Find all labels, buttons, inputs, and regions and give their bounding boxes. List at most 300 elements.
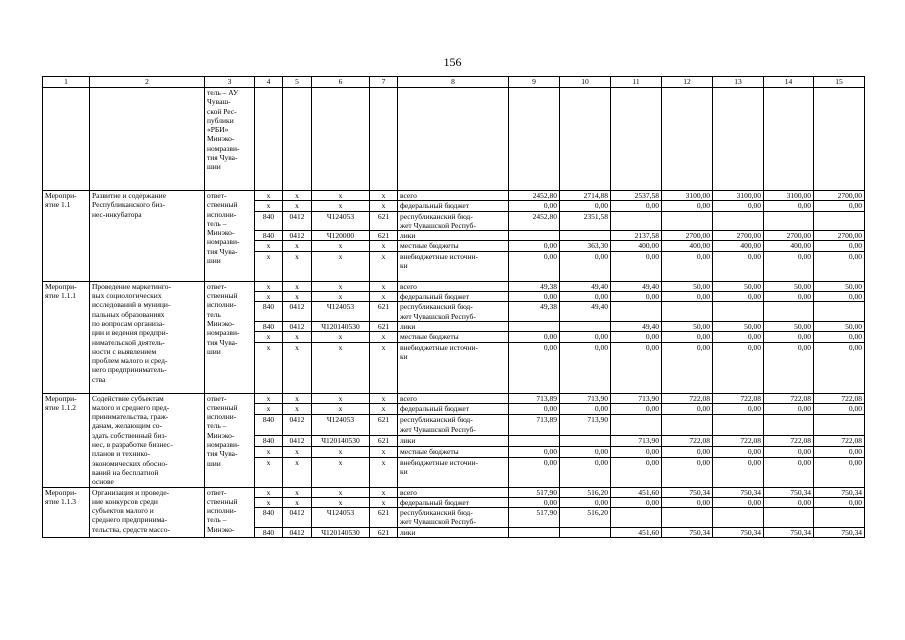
amount-cell: 0,00 [814,241,865,251]
code-cell: x [283,404,312,415]
code-cell: 0412 [283,302,312,322]
funding-source: лики [398,527,509,537]
activity-name: Развитие и содержание Республиканского биз- нес-инкубатора [90,191,205,282]
column-number-cell: 10 [560,77,611,88]
code-cell: 621 [370,435,398,446]
code-cell: x [312,281,370,291]
amount-cell: 0,00 [611,332,662,342]
code-cell: x [370,393,398,404]
amount-cell: 0,00 [764,292,814,302]
code-cell: x [255,251,283,281]
amount-cell: 2537,58 [611,191,662,201]
amount-cell: 3100,00 [764,191,814,201]
amount-cell: 516,20 [560,487,611,497]
amount-cell: 517,90 [509,487,560,497]
amount-cell: 750,34 [814,527,865,537]
carry-over-executor: тель – АУ Чуваш- ской Рес- публики «РБИ» Минэко- номразви- тия Чува- шии [205,88,255,191]
column-number-cell: 14 [764,77,814,88]
amount-cell [509,231,560,241]
code-cell: Ч120140530 [312,321,370,331]
code-cell: Ч120140530 [312,435,370,446]
code-cell: x [283,292,312,302]
funding-row [43,191,865,201]
amount-cell: 0,00 [560,446,611,457]
amount-cell: 49,38 [509,302,560,322]
carry-over-empty-cell [611,88,662,191]
code-cell: x [370,497,398,507]
amount-cell: 0,00 [713,457,764,487]
amount-cell: 0,00 [611,201,662,211]
amount-cell: 722,08 [764,435,814,446]
funding-source: местные бюджеты [398,446,509,457]
code-cell: x [370,201,398,211]
code-cell: x [255,332,283,342]
column-number-cell: 3 [205,77,255,88]
amount-cell: 0,00 [611,292,662,302]
column-number-cell: 6 [312,77,370,88]
code-cell: 840 [255,321,283,331]
amount-cell: 451,60 [611,487,662,497]
amount-cell: 0,00 [814,292,865,302]
amount-cell [662,302,713,322]
amount-cell: 0,00 [662,446,713,457]
carry-over-empty-cell [398,88,509,191]
code-cell: x [283,457,312,487]
amount-cell: 750,34 [814,487,865,497]
code-cell: x [283,281,312,291]
amount-cell: 0,00 [814,342,865,393]
amount-cell: 0,00 [764,251,814,281]
carry-over-empty-cell [509,88,560,191]
code-cell: 0412 [283,231,312,241]
amount-cell: 50,00 [713,321,764,331]
code-cell: 0412 [283,435,312,446]
activity-executor: ответ- ственный исполни- тель – Минэко- [205,487,255,537]
amount-cell [560,231,611,241]
amount-cell: 0,00 [662,251,713,281]
amount-cell: 49,40 [611,321,662,331]
code-cell: x [255,393,283,404]
code-cell: 840 [255,527,283,537]
amount-cell: 0,00 [713,292,764,302]
amount-cell: 0,00 [764,201,814,211]
carry-over-empty-cell [283,88,312,191]
amount-cell: 0,00 [662,332,713,342]
amount-cell: 0,00 [509,241,560,251]
amount-cell [814,415,865,436]
activity-executor: ответ- ственный исполни- тель – Минэко- номразви- тия Чува- шии [205,191,255,282]
amount-cell: 722,08 [764,393,814,404]
funding-source: всего [398,393,509,404]
funding-row [43,393,865,404]
activity-executor: ответ- ственный исполни- тель – Минэко- номразви- тия Чува- шии [205,393,255,487]
amount-cell: 0,00 [764,404,814,415]
amount-cell [611,302,662,322]
amount-cell: 50,00 [662,281,713,291]
code-cell: 621 [370,302,398,322]
amount-cell [764,415,814,436]
code-cell: x [283,191,312,201]
amount-cell: 750,34 [764,487,814,497]
code-cell: x [312,393,370,404]
amount-cell: 0,00 [764,457,814,487]
amount-cell: 722,08 [814,435,865,446]
amount-cell [560,527,611,537]
funding-source: лики [398,321,509,331]
amount-cell: 2137,58 [611,231,662,241]
carry-over-row [43,88,865,191]
amount-cell: 50,00 [713,281,764,291]
carry-over-empty-cell [662,88,713,191]
activity-label: Меропри- ятие 1.1.1 [43,281,90,393]
code-cell: x [283,487,312,497]
funding-source: федеральный бюджет [398,201,509,211]
amount-cell [764,211,814,231]
activity-label: Меропри- ятие 1.1.2 [43,393,90,487]
code-cell: x [312,201,370,211]
code-cell: x [312,487,370,497]
code-cell: x [370,446,398,457]
amount-cell [509,435,560,446]
code-cell: x [312,292,370,302]
amount-cell: 0,00 [560,201,611,211]
funding-source: лики [398,231,509,241]
funding-row [43,281,865,291]
funding-source: внебюджетные источни- ки [398,251,509,281]
carry-over-empty-cell [255,88,283,191]
carry-over-empty-cell [90,88,205,191]
column-number-cell: 8 [398,77,509,88]
amount-cell: 400,00 [662,241,713,251]
funding-source: внебюджетные источни- ки [398,457,509,487]
code-cell: Ч124053 [312,415,370,436]
carry-over-empty-cell [43,88,90,191]
amount-cell: 2714,88 [560,191,611,201]
amount-cell [814,302,865,322]
amount-cell: 713,89 [509,393,560,404]
column-number-cell: 11 [611,77,662,88]
amount-cell: 0,00 [662,404,713,415]
amount-cell [611,211,662,231]
funding-source: всего [398,281,509,291]
code-cell: x [312,497,370,507]
column-number-cell: 5 [283,77,312,88]
code-cell: 0412 [283,415,312,436]
funding-source: федеральный бюджет [398,404,509,415]
code-cell: x [312,251,370,281]
amount-cell [713,415,764,436]
code-cell: x [312,191,370,201]
amount-cell [814,508,865,528]
amount-cell: 750,34 [764,527,814,537]
amount-cell: 0,00 [713,251,764,281]
funding-row [43,487,865,497]
amount-cell: 0,00 [662,201,713,211]
amount-cell: 0,00 [509,332,560,342]
code-cell: x [312,332,370,342]
funding-source: внебюджетные источни- ки [398,342,509,393]
code-cell: x [370,241,398,251]
activity-name: Организация и проведе- ние конкурсов среди субъектов малого и среднего предпринима- тельства, средств массо- [90,487,205,537]
activity-label: Меропри- ятие 1.1.3 [43,487,90,537]
code-cell: x [255,457,283,487]
code-cell: x [370,487,398,497]
amount-cell: 2351,58 [560,211,611,231]
amount-cell: 516,20 [560,508,611,528]
amount-cell: 0,00 [611,497,662,507]
amount-cell: 750,34 [662,487,713,497]
amount-cell: 0,00 [611,446,662,457]
carry-over-empty-cell [370,88,398,191]
code-cell: Ч124053 [312,508,370,528]
funding-source: республиканский бюд- жет Чувашской Респуб- [398,302,509,322]
amount-cell [509,527,560,537]
column-number-cell: 2 [90,77,205,88]
amount-cell: 713,90 [611,435,662,446]
amount-cell [560,321,611,331]
carry-over-empty-cell [814,88,865,191]
funding-source: республиканский бюд- жет Чувашской Респуб- [398,211,509,231]
amount-cell [814,211,865,231]
carry-over-empty-cell [312,88,370,191]
amount-cell: 0,00 [814,251,865,281]
amount-cell: 0,00 [713,404,764,415]
activity-label: Меропри- ятие 1.1 [43,191,90,282]
funding-source: федеральный бюджет [398,497,509,507]
code-cell: x [312,446,370,457]
code-cell: 0412 [283,211,312,231]
amount-cell: 49,40 [611,281,662,291]
code-cell: 840 [255,302,283,322]
amount-cell: 50,00 [814,321,865,331]
amount-cell: 722,08 [662,435,713,446]
code-cell: Ч120140530 [312,527,370,537]
amount-cell: 713,90 [560,415,611,436]
amount-cell [713,508,764,528]
amount-cell: 49,38 [509,281,560,291]
code-cell: x [255,497,283,507]
amount-cell [662,211,713,231]
amount-cell [764,302,814,322]
amount-cell: 50,00 [662,321,713,331]
budget-table [42,76,865,538]
activity-executor: ответ- ственный исполни- тель Минэко- номразви- тия Чува- шии [205,281,255,393]
amount-cell [764,508,814,528]
amount-cell: 0,00 [764,342,814,393]
amount-cell: 2452,80 [509,211,560,231]
amount-cell [611,508,662,528]
code-cell: 0412 [283,527,312,537]
amount-cell: 0,00 [764,332,814,342]
amount-cell: 0,00 [509,457,560,487]
amount-cell: 0,00 [713,446,764,457]
code-cell: 621 [370,211,398,231]
code-cell: x [312,404,370,415]
code-cell: x [370,342,398,393]
amount-cell: 750,34 [713,527,764,537]
code-cell: x [312,241,370,251]
amount-cell: 0,00 [509,497,560,507]
amount-cell: 363,30 [560,241,611,251]
amount-cell: 0,00 [509,342,560,393]
amount-cell: 713,89 [509,415,560,436]
code-cell: x [255,281,283,291]
column-number-row [43,77,865,88]
amount-cell: 0,00 [814,201,865,211]
amount-cell: 0,00 [509,404,560,415]
code-cell: x [283,497,312,507]
amount-cell: 3100,00 [662,191,713,201]
amount-cell: 2700,00 [764,231,814,241]
amount-cell: 3100,00 [713,191,764,201]
funding-source: республиканский бюд- жет Чувашской Респуб- [398,415,509,436]
funding-source: лики [398,435,509,446]
amount-cell: 400,00 [611,241,662,251]
amount-cell: 0,00 [560,497,611,507]
amount-cell: 0,00 [662,292,713,302]
code-cell: x [283,332,312,342]
amount-cell: 2700,00 [814,191,865,201]
amount-cell: 517,90 [509,508,560,528]
code-cell: x [255,241,283,251]
amount-cell: 0,00 [560,292,611,302]
amount-cell: 2700,00 [662,231,713,241]
funding-source: всего [398,191,509,201]
code-cell: x [370,292,398,302]
code-cell: x [255,191,283,201]
amount-cell: 0,00 [509,292,560,302]
amount-cell: 0,00 [814,497,865,507]
amount-cell: 0,00 [560,332,611,342]
code-cell: x [370,191,398,201]
code-cell: x [255,487,283,497]
amount-cell: 722,08 [713,435,764,446]
code-cell: x [370,457,398,487]
amount-cell [713,302,764,322]
code-cell: 840 [255,508,283,528]
amount-cell: 722,08 [713,393,764,404]
amount-cell: 0,00 [611,342,662,393]
amount-cell: 0,00 [814,446,865,457]
carry-over-empty-cell [713,88,764,191]
amount-cell: 50,00 [764,281,814,291]
code-cell: 840 [255,435,283,446]
column-number-cell: 9 [509,77,560,88]
amount-cell: 0,00 [509,446,560,457]
code-cell: x [255,342,283,393]
amount-cell: 49,40 [560,281,611,291]
code-cell: 621 [370,231,398,241]
code-cell: x [283,241,312,251]
amount-cell: 400,00 [764,241,814,251]
amount-cell: 722,08 [662,393,713,404]
code-cell: x [283,393,312,404]
carry-over-empty-cell [764,88,814,191]
amount-cell: 50,00 [814,281,865,291]
code-cell: 0412 [283,508,312,528]
funding-source: республиканский бюд- жет Чувашской Респуб- [398,508,509,528]
code-cell: x [255,292,283,302]
code-cell: 621 [370,415,398,436]
code-cell: x [312,342,370,393]
code-cell: x [312,457,370,487]
column-number-cell: 1 [43,77,90,88]
amount-cell [662,415,713,436]
column-number-cell: 13 [713,77,764,88]
activity-name: Проведение маркетинго- вых социологических исследований в муници- пальных образованиях по вопросам организа- ции и ведения предпри- нимательской деятель- ности с выявлением проблем малого и сред- него предприниматель- ства [90,281,205,393]
amount-cell: 750,34 [713,487,764,497]
amount-cell: 0,00 [611,404,662,415]
amount-cell: 0,00 [560,457,611,487]
amount-cell: 0,00 [662,497,713,507]
amount-cell: 0,00 [509,201,560,211]
code-cell: x [283,446,312,457]
amount-cell: 2452,80 [509,191,560,201]
amount-cell: 0,00 [560,251,611,281]
amount-cell: 0,00 [814,457,865,487]
amount-cell: 0,00 [814,404,865,415]
carry-over-empty-cell [560,88,611,191]
amount-cell: 0,00 [764,446,814,457]
amount-cell: 0,00 [713,497,764,507]
code-cell: x [283,201,312,211]
amount-cell: 50,00 [764,321,814,331]
amount-cell: 0,00 [662,342,713,393]
amount-cell [713,211,764,231]
column-number-cell: 7 [370,77,398,88]
code-cell: x [370,332,398,342]
amount-cell [509,321,560,331]
amount-cell: 713,90 [611,393,662,404]
code-cell: x [255,404,283,415]
funding-source: всего [398,487,509,497]
funding-source: федеральный бюджет [398,292,509,302]
column-number-cell: 4 [255,77,283,88]
amount-cell: 2700,00 [713,231,764,241]
code-cell: x [370,251,398,281]
amount-cell: 0,00 [713,332,764,342]
code-cell: x [255,201,283,211]
activity-name: Содействие субъектам малого и среднего пред- принимательства, граж- данам, желающим со- здать собственный биз- нес, в разработке бизнес- планов и технико- экономических обосно- ваний на бесплатной основе [90,393,205,487]
code-cell: 840 [255,211,283,231]
amount-cell: 0,00 [560,404,611,415]
amount-cell: 451,60 [611,527,662,537]
code-cell: x [283,251,312,281]
amount-cell: 0,00 [713,342,764,393]
column-number-cell: 15 [814,77,865,88]
code-cell: Ч124053 [312,302,370,322]
amount-cell: 0,00 [509,251,560,281]
amount-cell: 2700,00 [814,231,865,241]
funding-source: местные бюджеты [398,332,509,342]
amount-cell: 0,00 [814,332,865,342]
amount-cell [662,508,713,528]
page-number: 156 [443,55,462,69]
code-cell: 840 [255,231,283,241]
code-cell: 621 [370,527,398,537]
amount-cell [611,415,662,436]
code-cell: x [283,342,312,393]
amount-cell: 0,00 [713,201,764,211]
code-cell: 0412 [283,321,312,331]
amount-cell: 0,00 [611,251,662,281]
amount-cell: 713,90 [560,393,611,404]
code-cell: 621 [370,508,398,528]
amount-cell: 0,00 [560,342,611,393]
code-cell: x [370,281,398,291]
column-number-cell: 12 [662,77,713,88]
amount-cell: 0,00 [611,457,662,487]
